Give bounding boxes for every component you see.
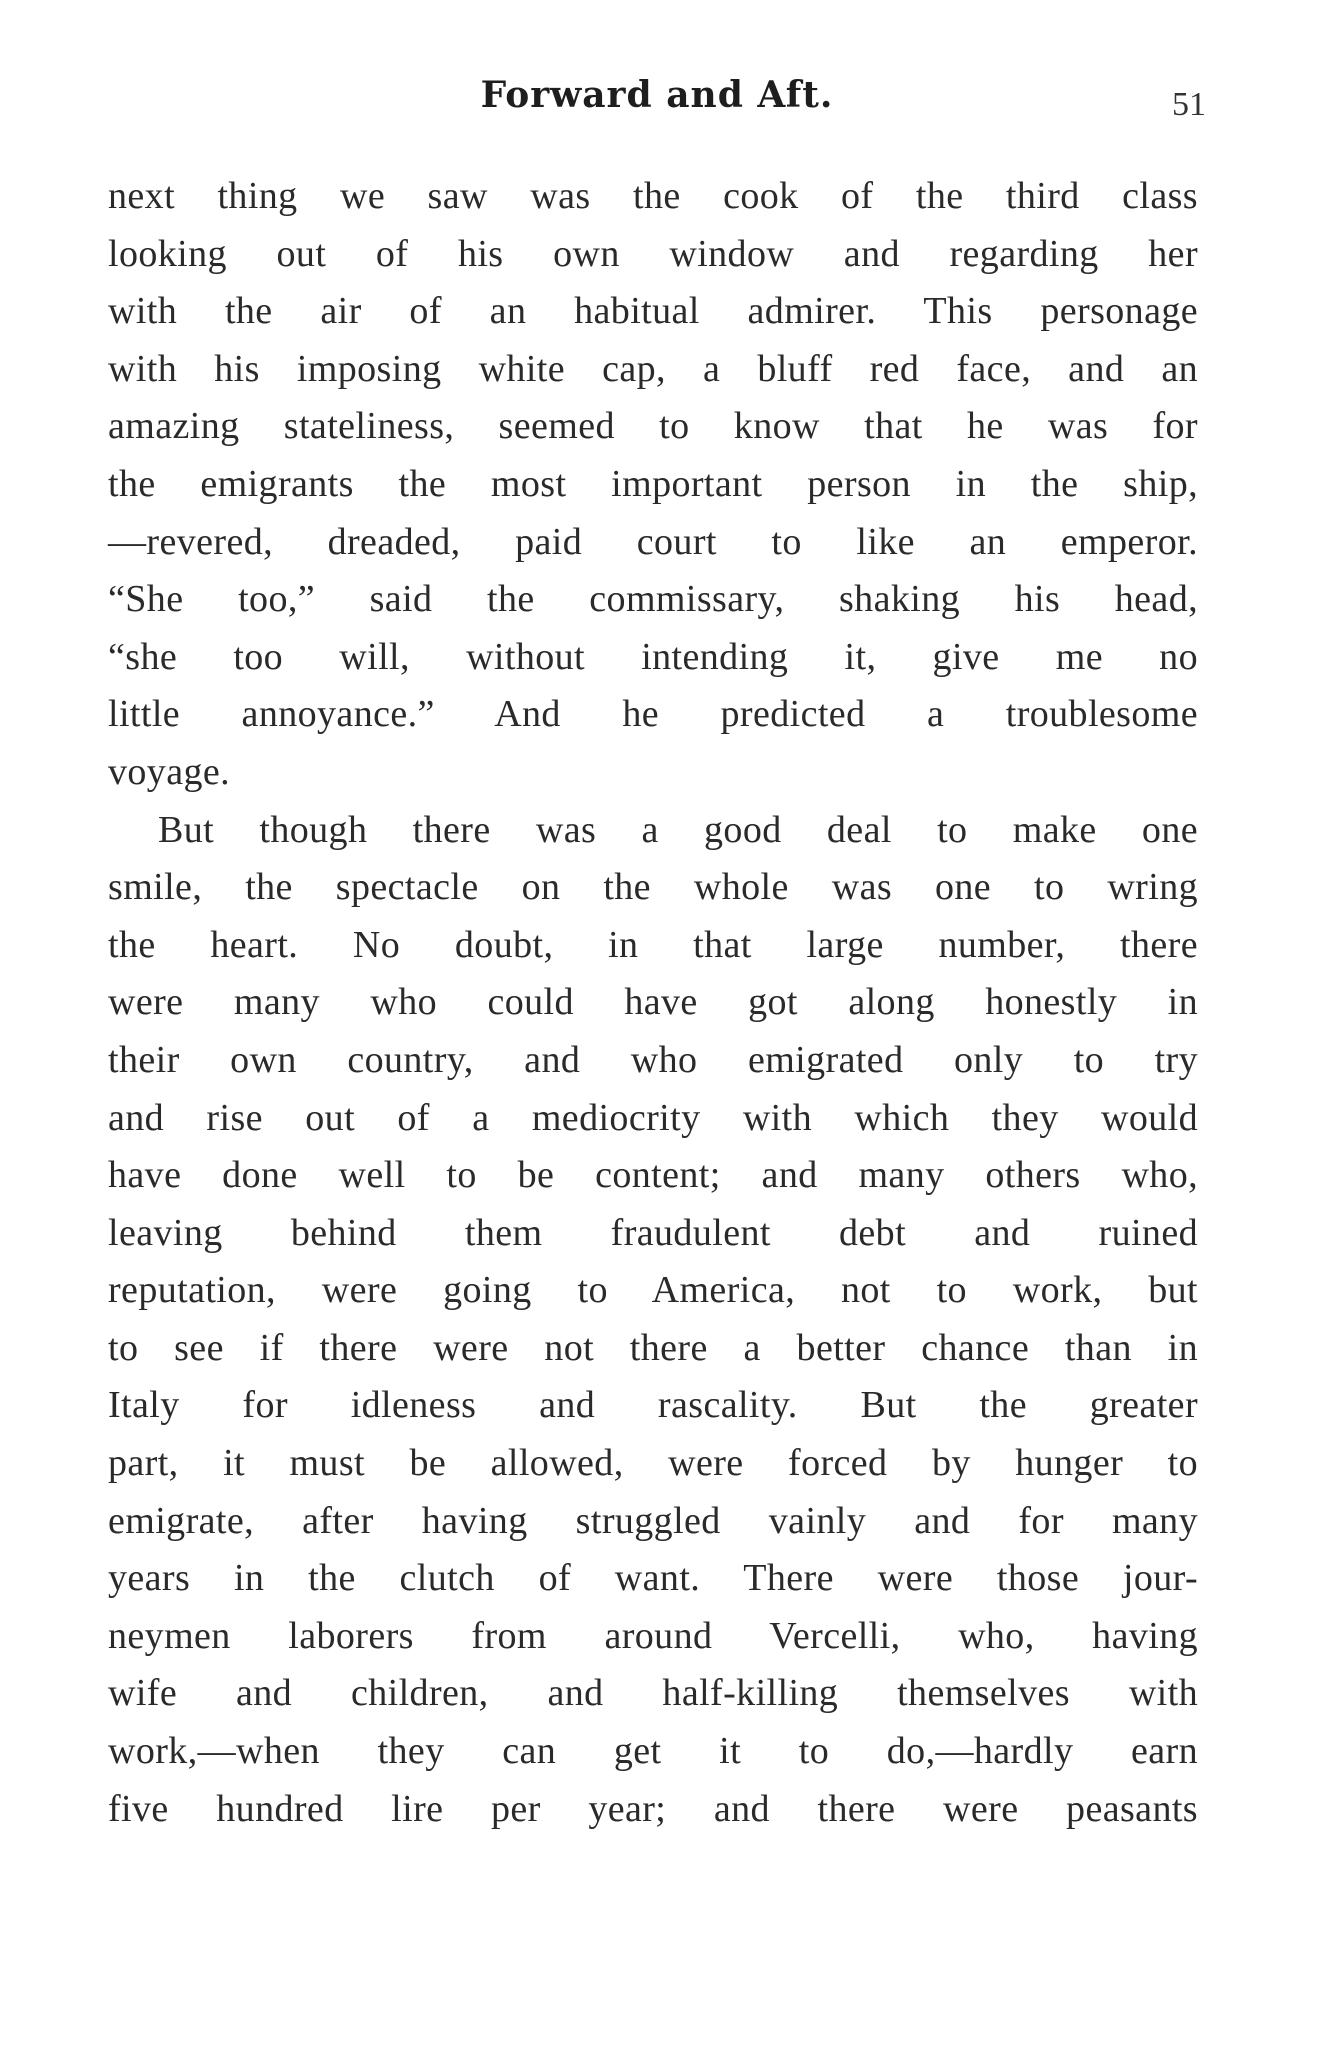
text-line: with his imposing white cap, a bluff red face, and an <box>108 347 1198 390</box>
text-line: smile, the spectacle on the whole was one to wring <box>108 866 1198 909</box>
text-line: have done well to be content; and many others who, <box>108 1154 1198 1197</box>
text-line: their own country, and who emigrated only to try <box>108 1038 1198 1081</box>
text-line: emigrate, after having struggled vainly and for many <box>108 1499 1198 1542</box>
text-line: to see if there were not there a better chance than in <box>108 1326 1198 1369</box>
running-title: Forward and Aft. <box>480 74 834 116</box>
text-line: five hundred lire per year; and there were peasants <box>108 1787 1198 1830</box>
text-line: reputation, were going to America, not to work, but <box>108 1269 1198 1312</box>
text-line: “she too will, without intending it, give me no <box>108 635 1198 678</box>
text-line: looking out of his own window and regarding her <box>108 232 1198 275</box>
text-line-paragraph-end: voyage. <box>108 750 231 793</box>
text-line: Italy for idleness and rascality. But the greater <box>108 1384 1198 1427</box>
text-line: years in the clutch of want. There were those jour- <box>108 1557 1198 1600</box>
text-line: with the air of an habitual admirer. This personage <box>108 290 1198 333</box>
running-head <box>108 74 1206 130</box>
text-line: the heart. No doubt, in that large number, there <box>108 923 1198 966</box>
text-line: leaving behind them fraudulent debt and ruined <box>108 1211 1198 1254</box>
text-line: were many who could have got along honestly in <box>108 981 1198 1024</box>
text-line-paragraph-start: But though there was a good deal to make one <box>158 808 1198 851</box>
text-line: “She too,” said the commissary, shaking his head, <box>108 578 1198 621</box>
text-line: next thing we saw was the cook of the third class <box>108 175 1198 217</box>
text-line: little annoyance.” And he predicted a troublesome <box>108 693 1198 736</box>
page-number: 51 <box>1172 86 1206 123</box>
text-line: and rise out of a mediocrity with which they would <box>108 1096 1198 1139</box>
text-line: part, it must be allowed, were forced by hunger to <box>108 1442 1198 1485</box>
body-text <box>108 168 1198 1838</box>
text-line: wife and children, and half-killing themselves with <box>108 1672 1198 1715</box>
text-line: amazing stateliness, seemed to know that he was for <box>108 405 1198 448</box>
text-line: neymen laborers from around Vercelli, who, having <box>108 1614 1198 1657</box>
text-line: the emigrants the most important person in the ship, <box>108 462 1198 505</box>
text-line: work,—when they can get it to do,—hardly earn <box>108 1730 1198 1773</box>
text-line: —revered, dreaded, paid court to like an emperor. <box>108 520 1198 563</box>
